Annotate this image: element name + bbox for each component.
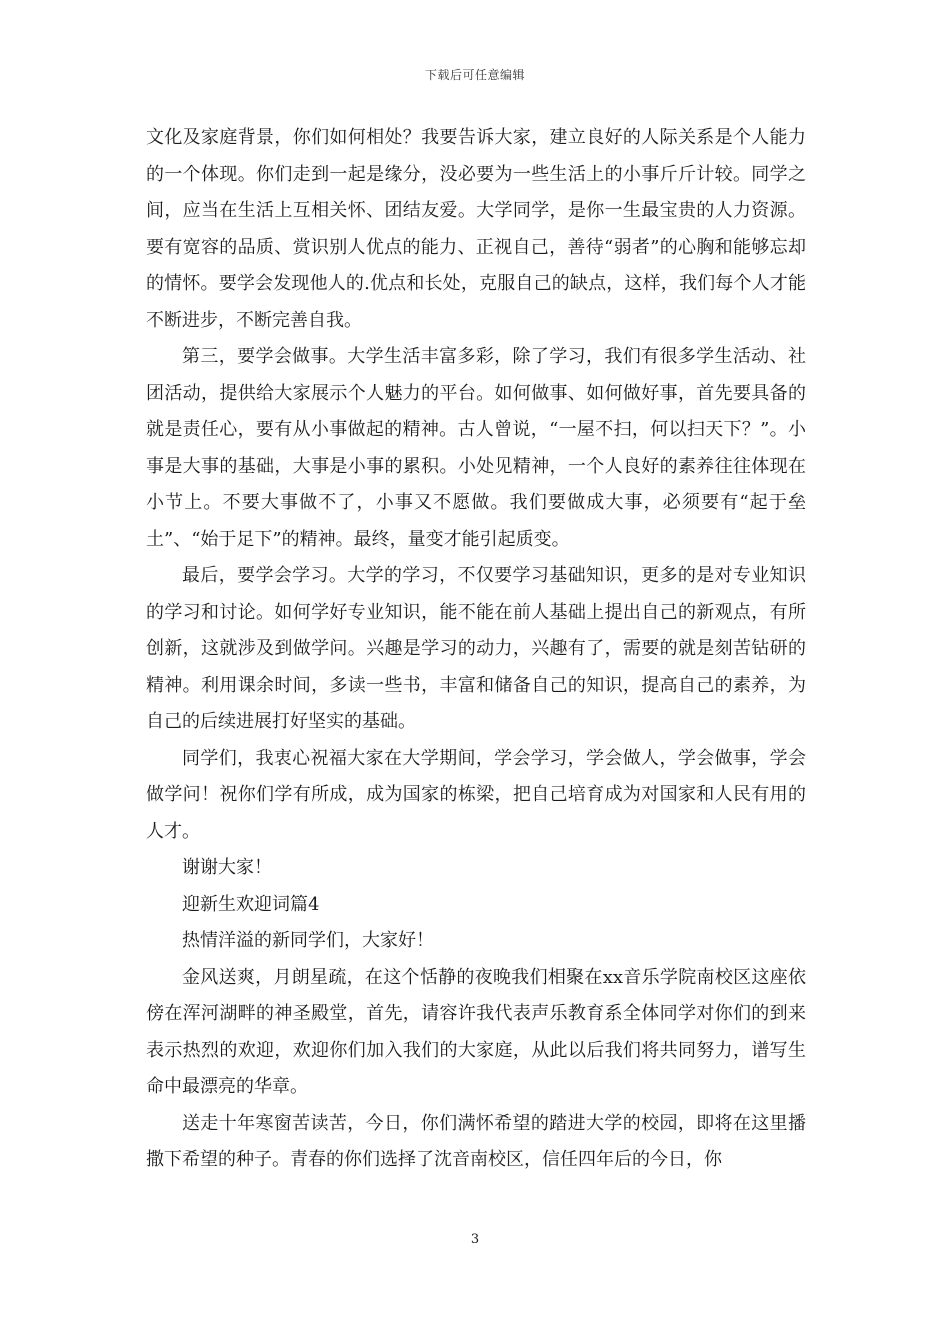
- paragraph-last-point: 最后，要学会学习。大学的学习，不仅要学习基础知识，更多的是对专业知识的学习和讨论。如何学好专业知识，能不能在前人基础上提出自己的新观点，有所创新，这就涉及到做学问。兴趣是学习的动力，兴趣有了，需要的就是刻苦钻研的精神。利用课余时间，多读一些书，丰富和储备自己的知识，提高自己的素养，为自己的后续进展打好坚实的基础。: [146, 565, 806, 732]
- paragraph-greeting: 热情洋溢的新同学们，大家好！: [182, 930, 434, 951]
- paragraph-thanks: 谢谢大家！: [182, 857, 272, 878]
- page-number: 3: [470, 1232, 480, 1247]
- paragraph-continuation: 文化及家庭背景，你们如何相处？我要告诉大家，建立良好的人际关系是个人能力的一个体现。你们走到一起是缘分，没必要为一些生活上的小事斤斤计较。同学之间，应当在生活上互相关怀、团结友爱。大学同学，是你一生最宝贵的人力资源。要有宽容的品质、赏识别人优点的能力、正视自己，善待“弱者”的心胸和能够忘却的情怀。要学会发现他人的.优点和长处，克服自己的缺点，这样，我们每个人才能不断进步，不断完善自我。: [146, 127, 806, 331]
- paragraph-third-point: 第三，要学会做事。大学生活丰富多彩，除了学习，我们有很多学生活动、社团活动，提供给大家展示个人魅力的平台。如何做事、如何做好事，首先要具备的就是责任心，要有从小事做起的精神。古人曾说，“一屋不扫，何以扫天下？”。小事是大事的基础，大事是小事的累积。小处见精神，一个人良好的素养往往体现在小节上。不要大事做不了，小事又不愿做。我们要做成大事，必须要有“起于垒土”、“始于足下”的精神。最终，量变才能引起质变。: [146, 346, 806, 550]
- document-body: [146, 120, 806, 1179]
- section-heading: 迎新生欢迎词篇4: [182, 893, 320, 915]
- page-header: 下载后可任意编辑: [424, 68, 525, 82]
- paragraph-campus: 送走十年寒窗苦读苦，今日，你们满怀希望的踏进大学的校园，即将在这里播撒下希望的种子。青春的你们选择了沈音南校区，信任四年后的今日，你: [146, 1112, 806, 1170]
- paragraph-blessing: 同学们，我衷心祝福大家在大学期间，学会学习，学会做人，学会做事，学会做学问！祝你们学有所成，成为国家的栋梁，把自己培育成为对国家和人民有用的人才。: [146, 747, 806, 842]
- paragraph-welcome: 金风送爽，月朗星疏，在这个恬静的夜晚我们相聚在xx音乐学院南校区这座依傍在浑河湖畔的神圣殿堂，首先，请容许我代表声乐教育系全体同学对你们的到来表示热烈的欢迎，欢迎你们加入我们的大家庭，从此以后我们将共同努力，谱写生命中最漂亮的华章。: [146, 966, 806, 1097]
